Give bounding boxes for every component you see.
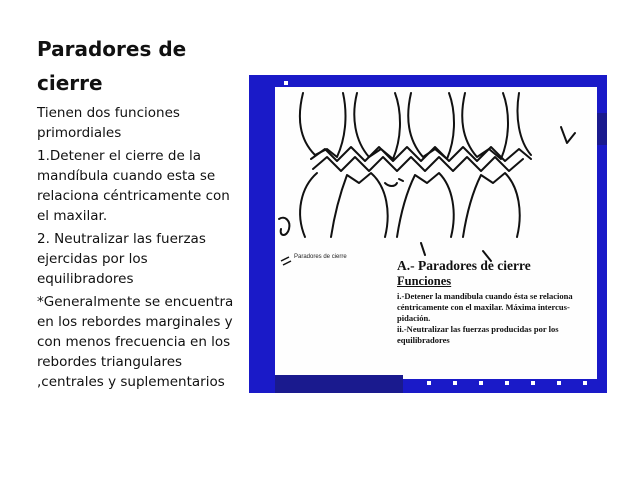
frame-dot bbox=[453, 381, 457, 385]
stop-mark bbox=[399, 179, 403, 181]
stop-mark bbox=[385, 183, 397, 186]
legend-label: Paradores de cierre bbox=[294, 254, 347, 260]
frame-dot bbox=[284, 81, 288, 85]
lower-tooth bbox=[331, 173, 388, 237]
lower-tooth bbox=[397, 173, 454, 237]
slide-body bbox=[37, 103, 237, 395]
upper-tooth bbox=[518, 93, 532, 155]
body-paragraph-note: *Generalmente se encuentra en los rebordes marginales y con menos frecuencia en los rebordes triangulares ,centrales y suplementarios bbox=[37, 294, 234, 390]
pointer-arrow bbox=[421, 243, 425, 255]
frame-dot bbox=[479, 381, 483, 385]
frame-dot bbox=[557, 381, 561, 385]
frame-dot bbox=[505, 381, 509, 385]
upper-tooth bbox=[300, 93, 346, 157]
legend-marker-icon bbox=[281, 257, 291, 265]
figure-side-bar bbox=[597, 113, 607, 145]
figure-subheading: Funciones bbox=[397, 274, 452, 288]
lower-curl bbox=[279, 218, 289, 235]
frame-dot bbox=[583, 381, 587, 385]
upper-tooth bbox=[462, 93, 508, 159]
body-paragraph-function-1: 1.Detener el cierre de la mandíbula cuando esta se relaciona céntricamente con el maxilar. bbox=[37, 148, 230, 224]
pointer-arrow bbox=[561, 127, 575, 143]
upper-tooth bbox=[408, 93, 454, 159]
lower-tooth bbox=[463, 173, 520, 237]
frame-dot bbox=[427, 381, 431, 385]
figure-item-1: i.-Detener la mandíbula cuando ésta se relaciona céntricamente con el maxilar. Máxima intercus-pidación. bbox=[397, 291, 573, 323]
slide-title: Paradores de cierre bbox=[37, 37, 187, 95]
figure-heading: A.- Paradores de cierre bbox=[397, 258, 531, 273]
lower-tooth bbox=[300, 173, 317, 237]
body-paragraph-intro: Tienen dos funciones primordiales bbox=[37, 105, 180, 141]
scanned-figure bbox=[249, 75, 607, 393]
figure-item-2: ii.-Neutralizar las fuerzas producidas por los equilibradores bbox=[397, 324, 559, 345]
frame-dot bbox=[531, 381, 535, 385]
body-paragraph-function-2: 2. Neutralizar las fuerzas ejercidas por los equilibradores bbox=[37, 231, 206, 287]
